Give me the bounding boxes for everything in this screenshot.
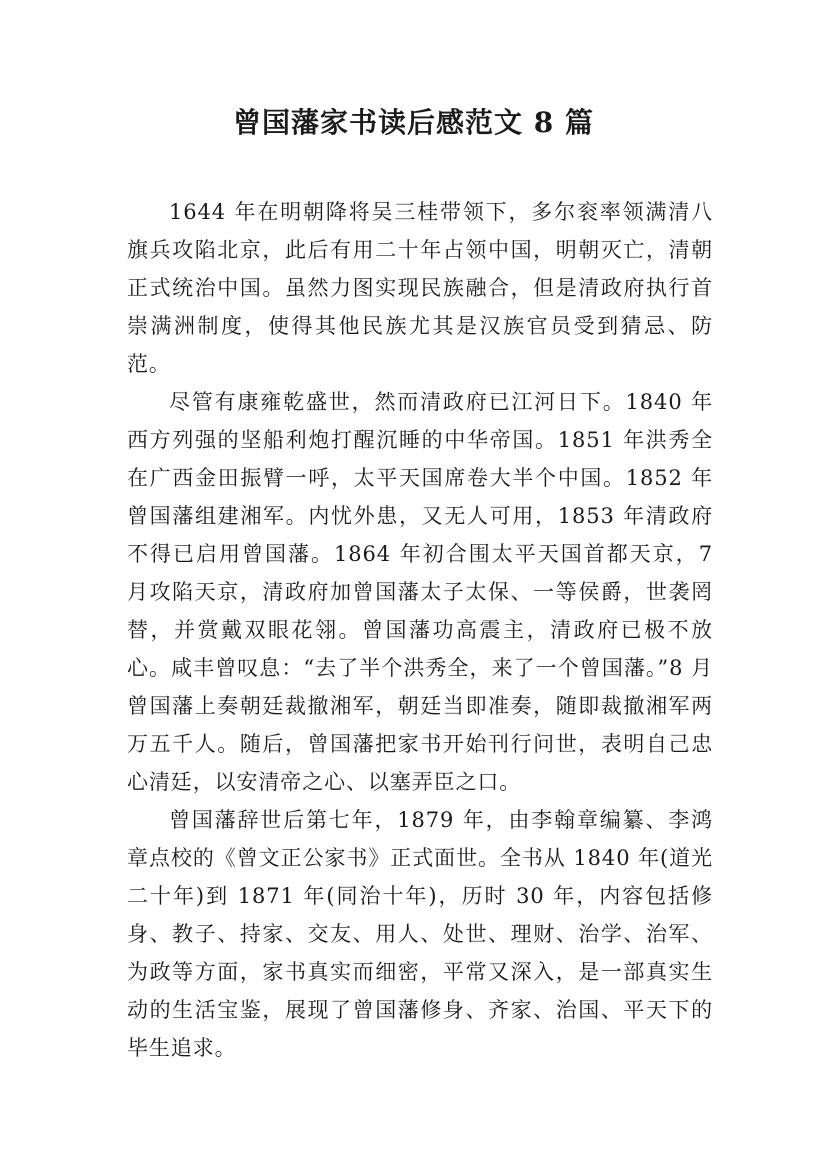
paragraph-2: 尽管有康雍乾盛世，然而清政府已江河日下。1840 年西方列强的坚船利炮打醒沉睡的中华帝国。1851 年洪秀全在广西金田振臂一呼，太平天国席卷大半个中国。1852 年曾国藩组建湘军。内忧外患，又无人可用，1853 年清政府不得已启用曾国藩。1864 年初合围太平天国首都天京，7 月攻陷天京，清政府加曾国藩太子太保、一等侯爵，世袭罔替，并赏戴双眼花翎。曾国藩功高震主，清政府已极不放心。咸丰曾叹息：“去了半个洪秀全，来了一个曾国藩。”8 月曾国藩上奏朝廷裁撤湘军，朝廷当即准奏，随即裁撤湘军两万五千人。随后，曾国藩把家书开始刊行问世，表明自己忠心清廷，以安清帝之心、以塞弄臣之口。	[127, 390, 713, 794]
document-title: 曾国藩家书读后感范文 8 篇	[233, 106, 594, 139]
paragraph-3: 曾国藩辞世后第七年，1879 年，由李翰章编纂、李鸿章点校的《曾文正公家书》正式面世。全书从 1840 年(道光二十年)到 1871 年(同治十年)，历时 30 年，内容包括修身、教子、持家、交友、用人、处世、理财、治学、治军、为政等方面，家书真实而细密，平常又深入，是一部真实生动的生活宝鉴，展现了曾国藩修身、齐家、治国、平天下的毕生追求。	[127, 808, 713, 1060]
document-body	[127, 193, 713, 1067]
paragraph-1: 1644 年在明朝降将吴三桂带领下，多尔衮率领满清八旗兵攻陷北京，此后有用二十年占领中国，明朝灭亡，清朝正式统治中国。虽然力图实现民族融合，但是清政府执行首崇满洲制度，使得其他民族尤其是汉族官员受到猜忌、防范。	[127, 200, 713, 376]
